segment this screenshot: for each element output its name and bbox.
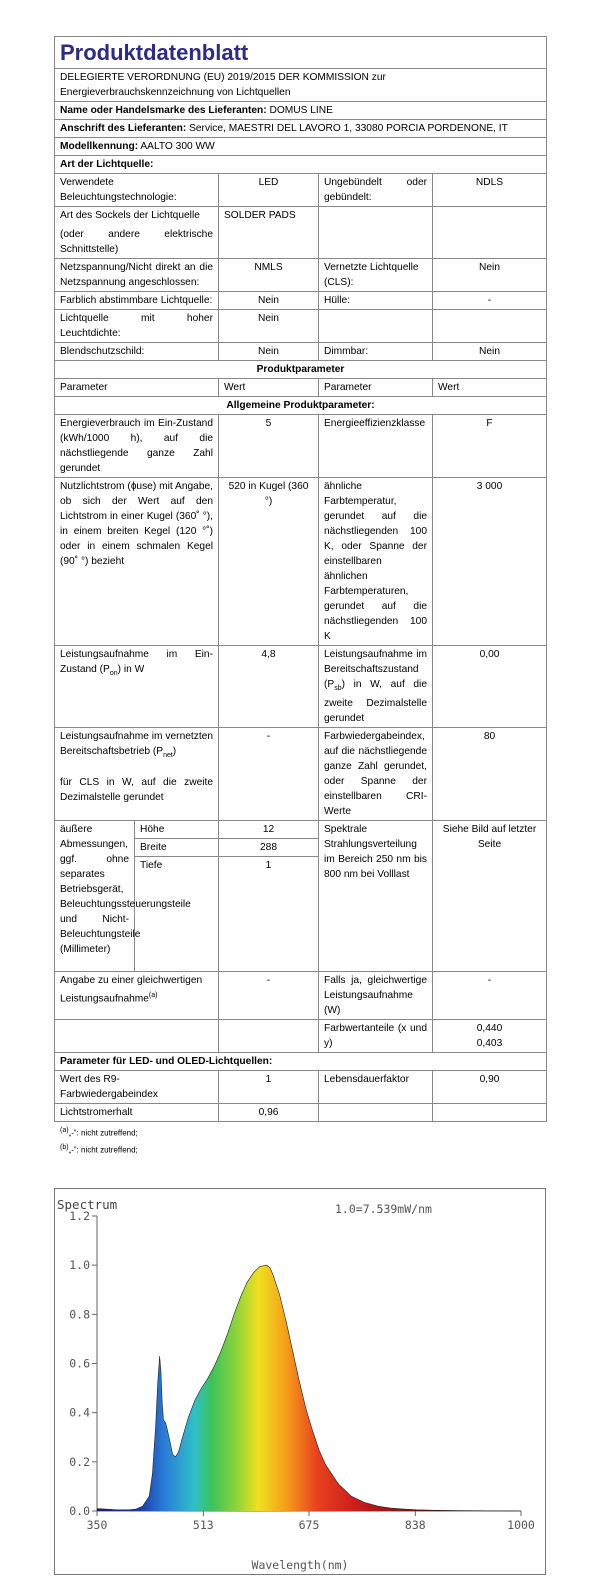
- spd-label: Spektrale Strahlungsverteilung im Bereich 250 nm bis 800 nm bei Volllast: [319, 821, 433, 972]
- socket-label-2: (oder andere elektrische Schnittstelle): [60, 229, 213, 255]
- pon-cell: [55, 646, 219, 728]
- pnet-label-end: ): [172, 746, 177, 758]
- socket-label: Art des Sockels der Lichtquelle: [60, 210, 200, 221]
- chart-title: Spectrum: [57, 1197, 118, 1212]
- survival-value: 0,90: [433, 1071, 547, 1104]
- envelope-value: -: [433, 292, 547, 310]
- eclass-value: F: [433, 415, 547, 478]
- pnet-cell: [55, 728, 219, 821]
- r9-label: Wert des R9-Farbwiedergabeindex: [55, 1071, 219, 1104]
- model-value: AALTO 300 WW: [140, 141, 215, 152]
- flux-value: 520 in Kugel (360 °): [219, 478, 319, 646]
- footnote-a-text: „-“: nicht zutreffend;: [68, 1128, 138, 1138]
- supplier-address: Service, MAESTRI DEL LAVORO 1, 33080 PORCIA PORDENONE, IT: [189, 123, 508, 134]
- pon-value: 4,8: [219, 646, 319, 728]
- mains-label: Netzspannung/Nicht direkt an die Netzspannung angeschlossen:: [55, 259, 219, 292]
- pnet-label-2: für CLS in W, auf die zweite Dezimalstelle gerundet: [60, 777, 213, 804]
- y-tick-label: 0.0: [69, 1504, 90, 1518]
- y-tick-label: 0.4: [69, 1405, 90, 1420]
- equiv-value: -: [219, 972, 319, 1020]
- flux-label: Nutzlichtstrom (ɸuse) mit Angabe, ob sich der Wert auf den Lichtstrom in einer Kugel (360˚ °), in einem breiten Kegel (120 °˚) oder in einem schmalen Kegel (90˚ °) bezieht: [55, 478, 219, 646]
- psb-subscript: sb: [334, 685, 342, 693]
- datasheet-table: [54, 36, 547, 1122]
- dims-label: äußere Abmessungen, ggf. ohne separates Betriebsgerät, Beleuchtungssteuerungsteile und Nicht-Beleuchtungsteile (Millimeter): [55, 821, 135, 972]
- spd-value: Siehe Bild auf letzter Seite: [433, 821, 547, 972]
- socket-value: SOLDER PADS: [219, 207, 319, 259]
- page-title: Produktdatenblatt: [55, 37, 547, 69]
- equiv2-value: -: [433, 972, 547, 1020]
- product-datasheet: [54, 36, 545, 1157]
- tunable-label: Farblich abstimmbare Lichtquelle:: [55, 292, 219, 310]
- chroma-y: 0,403: [476, 1038, 503, 1050]
- chroma-cell: [433, 1020, 547, 1053]
- envelope-label: Hülle:: [319, 292, 433, 310]
- width-label: Breite: [135, 839, 219, 857]
- footnote-b-mark: (b): [60, 1143, 69, 1151]
- supplier-address-label: Anschrift des Lieferanten:: [60, 123, 187, 134]
- psb-label: Leistungsaufnahme im Bereitschaftszustand (P: [324, 649, 427, 690]
- tech-label: Verwendete Beleuchtungstechnologie:: [55, 174, 219, 207]
- y-tick-label: 1.0: [69, 1258, 90, 1273]
- y-tick-label: 0.6: [69, 1356, 90, 1371]
- model-label: Modellkennung:: [60, 141, 139, 152]
- cct-value: 3 000: [433, 478, 547, 646]
- energy-label: Energieverbrauch im Ein-Zustand (kWh/1000 h), auf die nächstliegende ganze Zahl gerundet: [55, 415, 219, 478]
- connected-label: Vernetzte Lichtquelle (CLS):: [319, 259, 433, 292]
- col-header-param: Parameter: [55, 379, 219, 397]
- spectrum-svg: [55, 1189, 545, 1574]
- spectrum-area: [97, 1265, 521, 1511]
- product-params-heading: Produktparameter: [55, 361, 547, 379]
- col-header-value-2: Wert: [433, 379, 547, 397]
- dimmable-label: Dimmbar:: [319, 343, 433, 361]
- chart-annotation: 1.0=7.539mW/nm: [335, 1202, 432, 1216]
- cct-label: ähnliche Farbtemperatur, gerundet auf die nächstliegenden 100 K, oder Spanne der einstellbaren ähnlichen Farbtemperaturen, gerundet auf die nächstliegenden 100 K: [319, 478, 433, 646]
- equiv-label: Angabe zu einer gleichwertigen Leistungsaufnahme: [60, 975, 203, 1005]
- supplier-name-row: [55, 102, 547, 120]
- high-luminance-label: Lichtquelle mit hoher Leuchtdichte:: [55, 310, 219, 343]
- lumen-label: Lichtstromerhalt: [55, 1104, 219, 1122]
- supplier-name-label: Name oder Handelsmarke des Lieferanten:: [60, 105, 267, 116]
- pon-label-end: ) in W: [117, 664, 145, 675]
- led-params-heading: Parameter für LED- und OLED-Lichtquellen:: [55, 1053, 547, 1071]
- lumen-value: 0,96: [219, 1104, 319, 1122]
- psb-label-end: ) in W, auf die zweite Dezimalstelle gerundet: [324, 679, 427, 725]
- pnet-label-wrap: [60, 729, 213, 775]
- survival-label: Lebensdauerfaktor: [319, 1071, 433, 1104]
- pnet-subscript: net: [163, 752, 173, 760]
- shield-label: Blendschutzschild:: [55, 343, 219, 361]
- x-tick-label: 513: [192, 1518, 214, 1532]
- equiv-sup: (a): [148, 992, 158, 1000]
- pon-label: Leistungsaufnahme im Ein-Zustand (P: [60, 649, 213, 675]
- chroma-label: Farbwertanteile (x und y): [319, 1020, 433, 1053]
- footnote-b: [60, 1141, 545, 1158]
- pnet-value: -: [219, 728, 319, 821]
- connected-value: Nein: [433, 259, 547, 292]
- width-value: 288: [219, 839, 319, 857]
- high-luminance-value: Nein: [219, 310, 319, 343]
- height-label: Höhe: [135, 821, 219, 839]
- col-header-value: Wert: [219, 379, 319, 397]
- light-source-type-heading: Art der Lichtquelle:: [55, 156, 547, 174]
- mains-value: NMLS: [219, 259, 319, 292]
- spectrum-chart: [54, 1188, 546, 1575]
- energy-value: 5: [219, 415, 319, 478]
- bundled-label: Ungebündelt oder gebündelt:: [319, 174, 433, 207]
- psb-cell: [319, 646, 433, 728]
- footnote-a-mark: (a): [60, 1127, 69, 1135]
- eclass-label: Energieeffizienzklasse: [319, 415, 433, 478]
- model-row: [55, 138, 547, 156]
- dimmable-value: Nein: [433, 343, 547, 361]
- depth-value: 1: [219, 857, 319, 972]
- supplier-name: DOMUS LINE: [269, 105, 333, 116]
- x-tick-label: 675: [298, 1518, 320, 1532]
- regulation-text: DELEGIERTE VERORDNUNG (EU) 2019/2015 DER KOMMISSION zur Energieverbrauchskennzeichnung von Lichtquellen: [55, 69, 547, 102]
- shield-value: Nein: [219, 343, 319, 361]
- x-tick-label: 350: [86, 1518, 108, 1532]
- pnet-label: Leistungsaufnahme im vernetzten Bereitschaftsbetrieb (P: [60, 731, 213, 758]
- y-tick-label: 0.2: [69, 1454, 90, 1469]
- chart-plot-area: [97, 1265, 521, 1511]
- depth-label: Tiefe: [135, 857, 219, 972]
- cri-value: 80: [433, 728, 547, 821]
- footnote-a: [60, 1124, 545, 1141]
- y-tick-label: 0.8: [69, 1307, 90, 1322]
- tunable-value: Nein: [219, 292, 319, 310]
- bundled-value: NDLS: [433, 174, 547, 207]
- footnote-b-text: „-“: nicht zutreffend;: [68, 1145, 138, 1155]
- y-tick-label: 1.2: [69, 1209, 90, 1223]
- tech-value: LED: [219, 174, 319, 207]
- x-tick-label: 1000: [507, 1518, 535, 1532]
- chroma-x: 0,440: [476, 1023, 503, 1035]
- equiv-cell: [55, 972, 219, 1020]
- equiv2-label: Falls ja, gleichwertige Leistungsaufnahme (W): [319, 972, 433, 1020]
- height-value: 12: [219, 821, 319, 839]
- pon-subscript: on: [109, 670, 118, 678]
- x-axis-label: Wavelength(nm): [251, 1558, 349, 1572]
- cri-label: Farbwiedergabeindex, auf die nächstliegende ganze Zahl gerundet, oder Spanne der einstellbaren CRI-Werte: [319, 728, 433, 821]
- supplier-address-row: [55, 120, 547, 138]
- general-params-heading: Allgemeine Produktparameter:: [55, 397, 547, 415]
- r9-value: 1: [219, 1071, 319, 1104]
- x-tick-label: 838: [404, 1518, 426, 1532]
- col-header-param-2: Parameter: [319, 379, 433, 397]
- psb-value: 0,00: [433, 646, 547, 728]
- socket-cell: [55, 207, 219, 259]
